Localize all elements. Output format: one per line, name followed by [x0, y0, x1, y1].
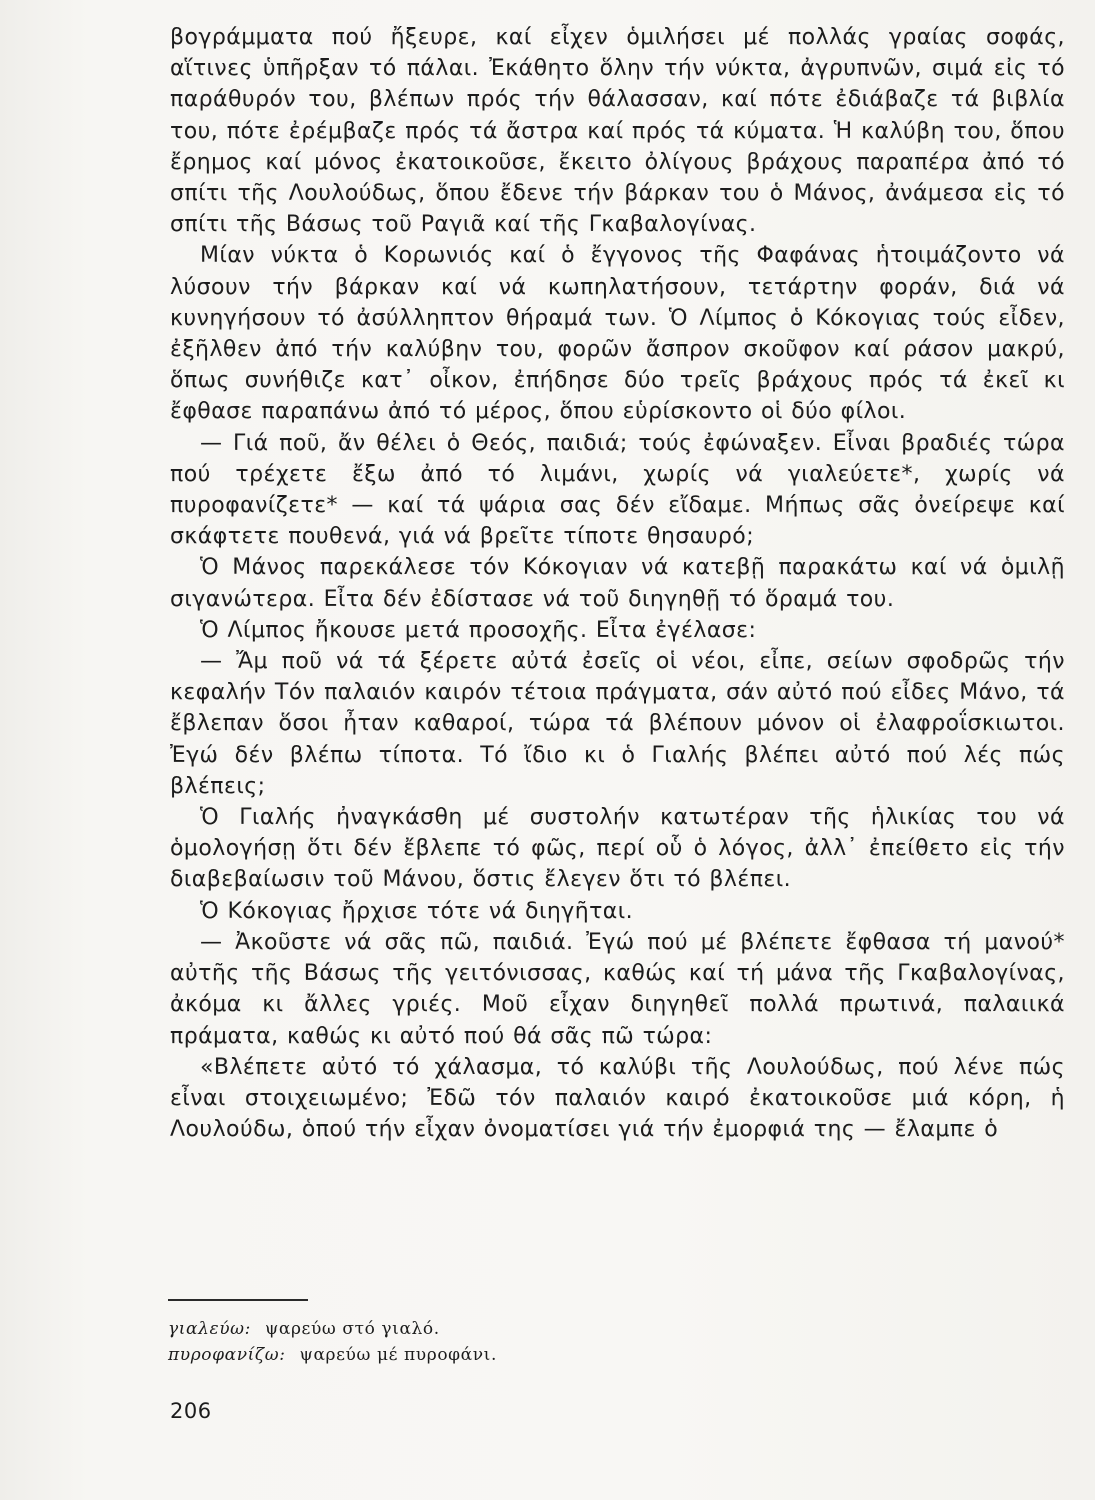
footnotes [168, 1316, 868, 1368]
paragraph-dialogue: — Ἄμ ποῦ νά τά ξέρετε αὐτά ἐσεῖς οἱ νέοι, εἶπε, σείων σφοδρῶς τήν κεφαλήν Τόν παλαιόν καιρόν τέτοια πράγματα, σάν αὐτό πού εἶδες Μάνο, τά ἔβλεπαν ὅσοι ἦταν καθαροί, τώρα τά βλέπουν μόνον οἱ ἐλαφροΐσκιωτοι. Ἐγώ δέν βλέπω τίποτα. Τό ἴδιο κι ὁ Γιαλής βλέπει αὐτό πού λές πώς βλέπεις; [170, 649, 1065, 799]
footnote-item [168, 1316, 868, 1342]
footnote-item [168, 1342, 868, 1368]
main-text [170, 22, 1065, 1145]
paragraph-quote: «Βλέπετε αὐτό τό χάλασμα, τό καλύβι τῆς Λουλούδως, πού λένε πώς εἶναι στοιχειωμένο; Ἐδῶ τόν παλαιόν καιρό ἐκατοικοῦσε μιά κόρη, ἡ Λουλούδω, ὁπού τήν εἶχαν ὀνοματίσει γιά τήν ἐμορφιά της — ἔλαμπε ὁ [170, 1054, 1065, 1143]
footnote-term: γιαλεύω: [168, 1319, 251, 1339]
paragraph: Ὁ Λίμπος ἤκουσε μετά προσοχῆς. Εἶτα ἐγέλασε: [200, 617, 757, 643]
footnote-definition: ψαρεύω στό γιαλό. [264, 1319, 440, 1339]
footnote-term: πυροφανίζω: [168, 1345, 286, 1365]
paragraph-continuation: βογράμματα πού ἤξευρε, καί εἶχεν ὁμιλήσει μέ πολλάς γραίας σοφάς, αἵτινες ὑπῆρξαν τό πάλαι. Ἐκάθητο ὅλην τήν νύκτα, ἀγρυπνῶν, σιμά εἰς τό παράθυρόν του, βλέπων πρός τήν θάλασσαν, καί πότε ἐδιάβαζε τά βιβλία του, πότε ἐρέμβαζε πρός τά ἄστρα καί πρός τά κύματα. Ἡ καλύβη του, ὅπου ἔρημος καί μόνος ἐκατοικοῦσε, ἔκειτο ὀλίγους βράχους παραπέρα ἀπό τό σπίτι τῆς Λουλούδως, ὅπου ἔδενε τήν βάρκαν του ὁ Μάνος, ἀνάμεσα εἰς τό σπίτι τῆς Βάσως τοῦ Ραγιᾶ καί τῆς Γκαβαλογίνας. [170, 25, 1065, 238]
footnote-divider [168, 1299, 308, 1301]
paragraph: Ὁ Κόκογιας ἤρχισε τότε νά διηγῆται. [200, 898, 634, 924]
paragraph: Ὁ Μάνος παρεκάλεσε τόν Κόκογιαν νά κατεβῇ παρακάτω καί νά ὁμιλῇ σιγανώτερα. Εἶτα δέν ἐδίστασε νά τοῦ διηγηθῇ τό ὅραμά του. [170, 555, 1065, 612]
paragraph-dialogue: — Γιά ποῦ, ἄν θέλει ὁ Θεός, παιδιά; τούς ἐφώναξεν. Εἶναι βραδιές τώρα πού τρέχετε ἔξω ἀπό τό λιμάνι, χωρίς νά γιαλεύετε*, χωρίς νά πυροφανίζετε* — καί τά ψάρια σας δέν εἴδαμε. Μήπως σᾶς ὀνείρεψε καί σκάφτετε πουθενά, γιά νά βρεῖτε τίποτε θησαυρό; [170, 430, 1065, 550]
footnote-definition: ψαρεύω μέ πυροφάνι. [299, 1345, 497, 1365]
paragraph: Ὁ Γιαλής ἠναγκάσθη μέ συστολήν κατωτέραν τῆς ἡλικίας του νά ὁμολογήσῃ ὅτι δέν ἔβλεπε τό φῶς, περί οὗ ὁ λόγος, ἀλλ᾽ ἐπείθετο εἰς τήν διαβεβαίωσιν τοῦ Μάνου, ὅστις ἔλεγεν ὅτι τό βλέπει. [170, 805, 1065, 893]
page-number: 206 [170, 1399, 212, 1423]
paragraph: Μίαν νύκτα ὁ Κορωνιός καί ὁ ἔγγονος τῆς Φαφάνας ἡτοιμάζοντο νά λύσουν τήν βάρκαν καί νά κωπηλατήσουν, τετάρτην φοράν, διά νά κυνηγήσουν τό ἀσύλληπτον θήραμά των. Ὁ Λίμπος ὁ Κόκογιας τούς εἶδεν, ἐξῆλθεν ἀπό τήν καλύβην του, φορῶν ἄσπρον σκοῦφον καί ράσον μακρύ, ὅπως συνήθιζε κατ᾽ οἶκον, ἐπήδησε δύο τρεῖς βράχους πρός τά ἐκεῖ κι ἔφθασε παραπάνω ἀπό τό μέρος, ὅπου εὑρίσκοντο οἱ δύο φίλοι. [170, 243, 1065, 425]
paragraph-dialogue: — Ἀκοῦστε νά σᾶς πῶ, παιδιά. Ἐγώ πού μέ βλέπετε ἔφθασα τή μανού* αὐτῆς τῆς Βάσως τῆς γειτόνισσας, καθώς καί τή μάνα τῆς Γκαβαλογίνας, ἀκόμα κι ἄλλες γριές. Μοῦ εἶχαν διηγηθεῖ πολλά πρωτινά, παλαιικά πράματα, καθώς κι αὐτό πού θά σᾶς πῶ τώρα: [170, 929, 1065, 1049]
